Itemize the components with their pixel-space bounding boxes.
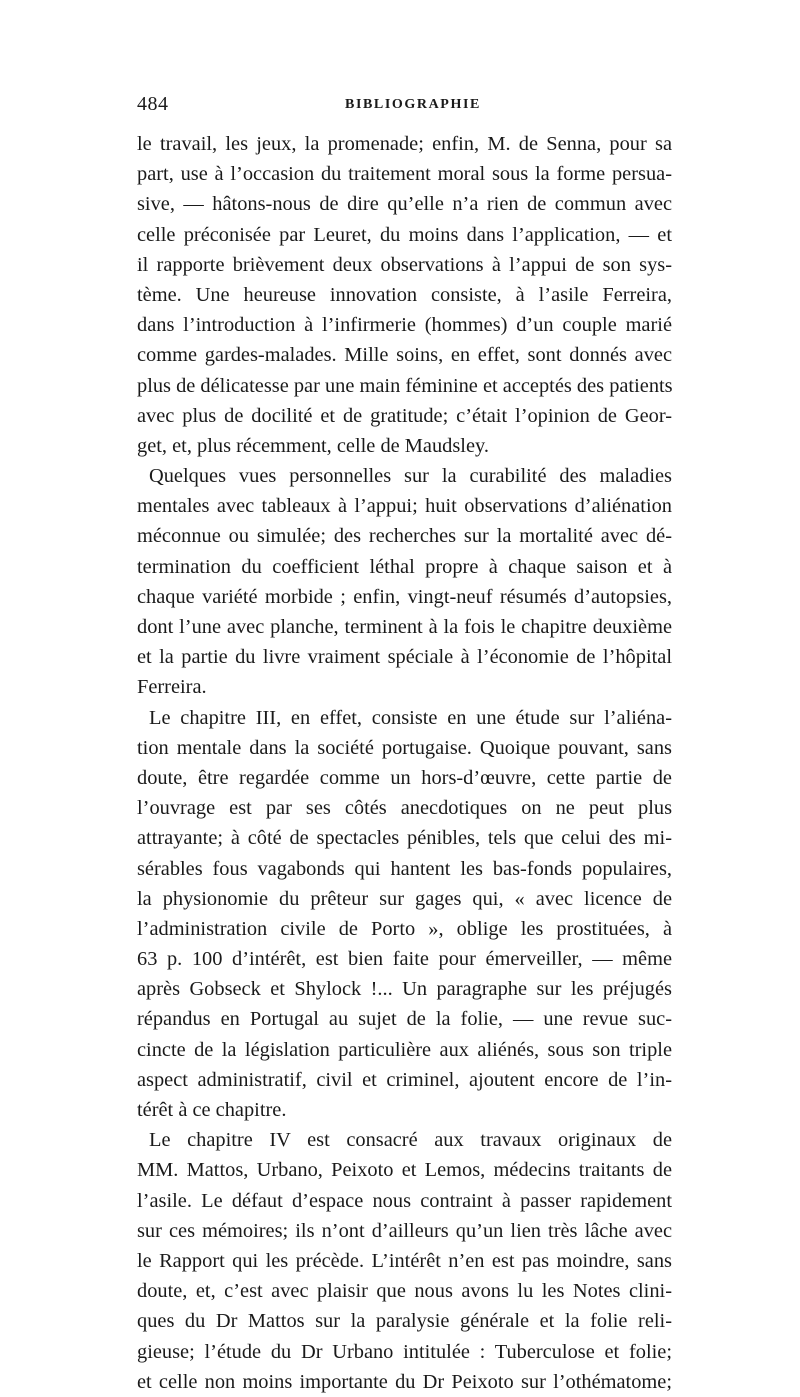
text-line: ques du Dr Mattos sur la paralysie générale et la folie reli- — [137, 1310, 672, 1333]
text-line: avec plus de docilité et de gratitude; c’était l’opinion de Geor- — [137, 404, 672, 427]
text-line: tème. Une heureuse innovation consiste, à l’asile Ferreira, — [137, 283, 672, 306]
text-line: celle préconisée par Leuret, du moins dans l’application, — et — [137, 223, 672, 246]
text-line: la physionomie du prêteur sur gages qui, « avec licence de — [137, 887, 672, 910]
text-line: part, use à l’occasion du traitement moral sous la forme persua- — [137, 163, 672, 186]
text-line: sérables fous vagabonds qui hantent les bas-fonds populaires, — [137, 857, 672, 880]
text-line: doute, être regardée comme un hors-d’œuvre, cette partie de — [137, 766, 672, 789]
text-line: Ferreira. — [137, 676, 207, 699]
text-line: le travail, les jeux, la promenade; enfin, M. de Senna, pour sa — [137, 133, 672, 155]
text-line: l’ouvrage est par ses côtés anecdotiques on ne peut plus — [137, 797, 672, 820]
text-line: tion mentale dans la société portugaise. Quoique pouvant, sans — [137, 736, 672, 759]
text-line: et celle non moins importante du Dr Peixoto sur l’othématome; — [137, 1370, 672, 1393]
running-title: BIBLIOGRAPHIE — [345, 97, 481, 112]
text-line: l’asile. Le défaut d’espace nous contraint à passer rapidement — [137, 1189, 672, 1212]
page-number: 484 — [137, 93, 169, 115]
text-line: térêt à ce chapitre. — [137, 1099, 287, 1121]
text-line: répandus en Portugal au sujet de la folie, — une revue suc- — [137, 1008, 672, 1031]
text-line: get, et, plus récemment, celle de Maudsley. — [137, 434, 489, 457]
text-line: comme gardes-malades. Mille soins, en effet, sont donnés avec — [137, 344, 672, 367]
text-line: mentales avec tableaux à l’appui; huit observations d’aliénation — [137, 495, 672, 518]
text-line: sive, — hâtons-nous de dire qu’elle n’a rien de commun avec — [137, 193, 672, 216]
text-line: méconnue ou simulée; des recherches sur la mortalité avec dé- — [137, 525, 672, 548]
text-line: l’administration civile de Porto », oblige les prostituées, à — [137, 917, 672, 940]
text-line: MM. Mattos, Urbano, Peixoto et Lemos, médecins traitants de — [137, 1159, 672, 1182]
text-line: cincte de la législation particulière aux aliénés, sous son triple — [137, 1038, 672, 1061]
text-line: aspect administratif, civil et criminel, ajoutent encore de l’in- — [137, 1068, 672, 1091]
text-line: sur ces mémoires; ils n’ont d’ailleurs qu’un lien très lâche avec — [137, 1219, 672, 1242]
running-head — [137, 93, 672, 117]
paragraph-start: Quelques vues personnelles sur la curabilité des maladies — [149, 465, 672, 488]
text-line: dans l’introduction à l’infirmerie (hommes) d’un couple marié — [137, 314, 672, 337]
text-line: doute, et, c’est avec plaisir que nous avons lu les Notes clini- — [137, 1280, 672, 1303]
paragraph-start: Le chapitre IV est consacré aux travaux originaux de — [149, 1129, 672, 1152]
body-text — [137, 129, 672, 1397]
text-line: termination du coefficient léthal propre à chaque saison et à — [137, 555, 672, 578]
text-line: gieuse; l’étude du Dr Urbano intitulée : Tuberculose et folie; — [137, 1340, 672, 1363]
text-line: et la partie du livre vraiment spéciale à l’économie de l’hôpital — [137, 646, 672, 669]
text-line: plus de délicatesse par une main féminine et acceptés des patients — [137, 374, 673, 397]
text-line: le Rapport qui les précède. L’intérêt n’en est pas moindre, sans — [137, 1249, 672, 1272]
text-line: il rapporte brièvement deux observations à l’appui de son sys- — [137, 253, 672, 276]
text-line: chaque variété morbide ; enfin, vingt-neuf résumés d’autopsies, — [137, 585, 672, 608]
text-line: après Gobseck et Shylock !... Un paragraphe sur les préjugés — [137, 978, 672, 1001]
paragraph-start: Le chapitre III, en effet, consiste en une étude sur l’aliéna- — [149, 706, 672, 729]
text-line: dont l’une avec planche, terminent à la fois le chapitre deuxième — [137, 616, 672, 638]
text-line: attrayante; à côté de spectacles pénibles, tels que celui des mi- — [137, 827, 672, 850]
text-line: 63 p. 100 d’intérêt, est bien faite pour émerveiller, — même — [137, 948, 672, 971]
